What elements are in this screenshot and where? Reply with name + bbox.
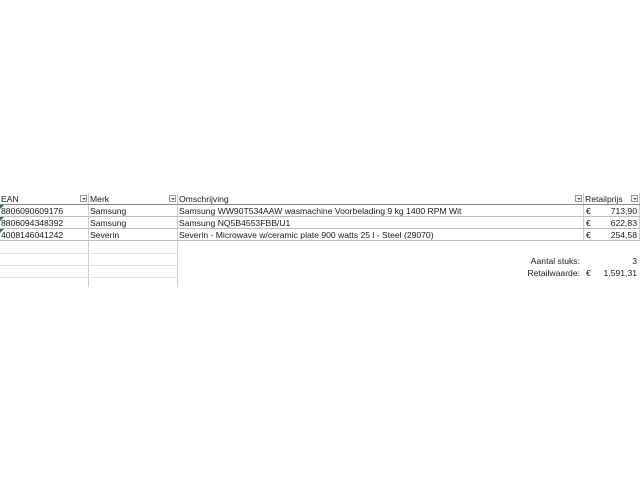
header-row [0, 193, 640, 205]
header-brand-label: Merk [90, 194, 110, 204]
header-brand-cell[interactable] [89, 193, 178, 205]
price-cell[interactable] [584, 217, 640, 229]
summary-value-row [0, 267, 640, 279]
description-cell[interactable]: Samsung WW90T534AAW wasmachine Voorbelading 9 kg 1400 RPM Wit [178, 205, 584, 217]
table-row [0, 229, 640, 241]
table-row [0, 217, 640, 229]
header-ean-label: EAN [1, 194, 19, 204]
header-ean-cell[interactable] [0, 193, 89, 205]
price-cell[interactable] [584, 205, 640, 217]
description-cell[interactable]: Severin - Microwave w/ceramic plate 900 watts 25 l - Steel (29070) [178, 229, 584, 241]
filter-dropdown-icon[interactable] [631, 195, 638, 202]
value-label: Retailwaarde: [527, 268, 580, 278]
number-as-text-indicator-icon [0, 205, 4, 209]
ean-cell[interactable]: 8806090609176 [0, 205, 89, 217]
value-cell[interactable] [584, 267, 640, 279]
number-as-text-indicator-icon [0, 229, 4, 233]
currency-symbol: € [586, 206, 591, 216]
value-amount: 1.591,31 [603, 268, 637, 278]
brand-cell[interactable]: Samsung [89, 217, 178, 229]
price-cell[interactable] [584, 229, 640, 241]
number-as-text-indicator-icon [0, 217, 4, 221]
ean-cell[interactable]: 4008146041242 [0, 229, 89, 241]
table-row [0, 205, 640, 217]
currency-symbol: € [586, 230, 591, 240]
brand-cell[interactable]: Severin [89, 229, 178, 241]
filter-dropdown-icon[interactable] [575, 195, 582, 202]
summary-count-row [0, 255, 640, 267]
count-value[interactable]: 3 [632, 256, 637, 266]
header-price-cell[interactable] [584, 193, 640, 205]
brand-cell[interactable]: Samsung [89, 205, 178, 217]
currency-symbol: € [586, 268, 591, 278]
price-amount: 622,83 [610, 218, 637, 228]
header-description-label: Omschrijving [179, 194, 229, 204]
price-amount: 713,90 [610, 206, 637, 216]
filter-dropdown-icon[interactable] [80, 195, 87, 202]
header-description-cell[interactable] [178, 193, 584, 205]
count-label: Aantal stuks: [530, 256, 580, 266]
description-cell[interactable]: Samsung NQ5B4553FBB/U1 [178, 217, 584, 229]
gridline [0, 253, 177, 254]
currency-symbol: € [586, 218, 591, 228]
ean-cell[interactable]: 8806094348392 [0, 217, 89, 229]
price-amount: 254,58 [610, 230, 637, 240]
filter-dropdown-icon[interactable] [169, 195, 176, 202]
header-price-label: Retailprijs [585, 194, 623, 204]
